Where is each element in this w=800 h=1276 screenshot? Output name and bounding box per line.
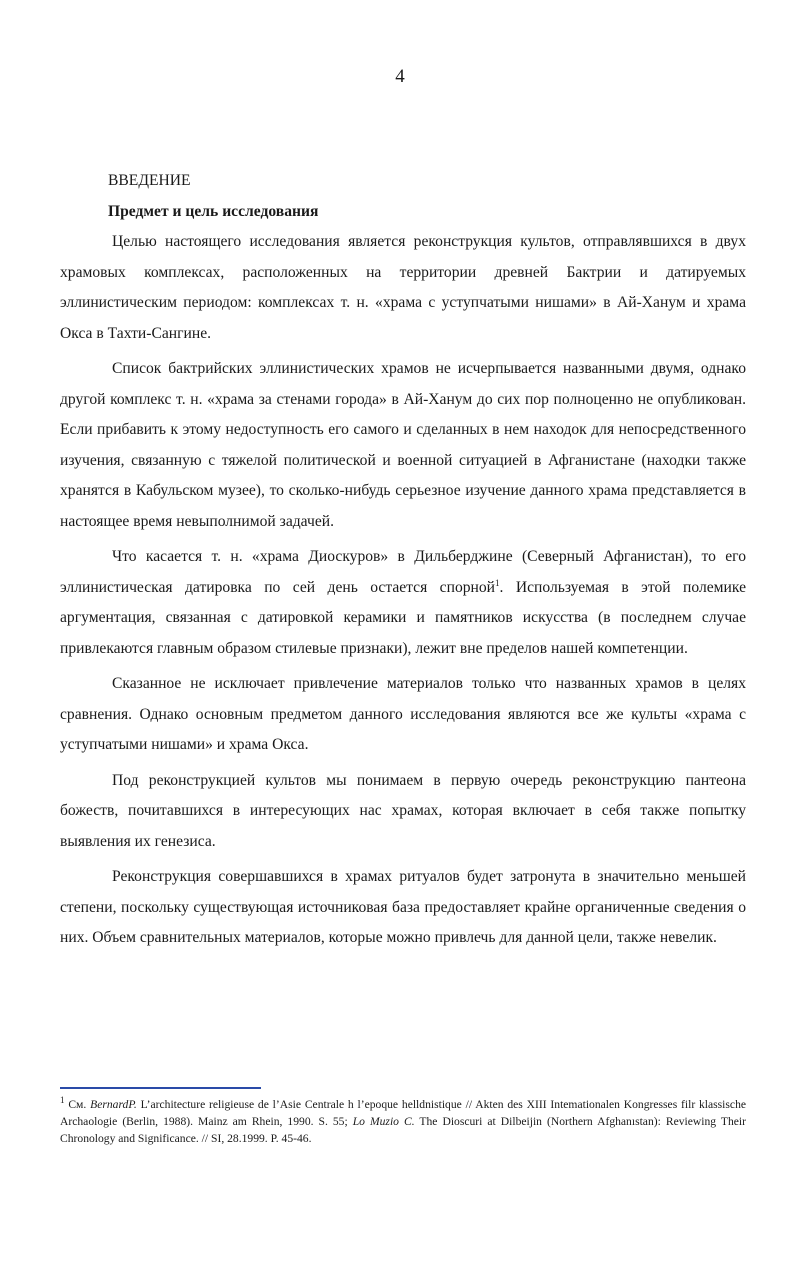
main-text bbox=[60, 166, 746, 959]
footnote-prefix: См. bbox=[64, 1098, 91, 1111]
paragraph-pantheon: Под реконструкцией культов мы понимаем в первую очередь реконструкцию пантеона божеств, почитавшихся в интересующих нас храмах, которая включает в себя также попытку выявления их генезиса. bbox=[60, 771, 746, 850]
footnote-citation: L’architecture religieuse de l’Asie Centrale h l’epoque helldnistique // Akten des XIII Intemationalen Kongresses filr klassische Archaologie (Berlin, 1988). Mainz am Rhein, 1990. S. 55; bbox=[60, 1098, 747, 1128]
paragraph-goal: Целью настоящего исследования является реконструкция культов, отправлявшихся в двух храмовых комплексах, расположенных на территории древней Бактрии и датируемых эллинистическим периодом: комплексах т. н. «храма с уступчатыми нишами» в Ай-Ханум и храма Окса в Тахти-Сангине. bbox=[60, 233, 746, 342]
footnote bbox=[60, 1096, 746, 1147]
section-title: ВВЕДЕНИЕ bbox=[108, 172, 191, 189]
footnote-citation: The Dioscuri at Dilbeijin (Northern Afghanıstan): Reviewing Their Chronology and Significance. // SI, 28.1999. P. 45-46. bbox=[60, 1115, 746, 1145]
paragraph-temple-list: Список бактрийских эллинистических храмов не исчерпывается названными двумя, однако другой комплекс т. н. «храма за стенами города» в Ай-Ханум до сих пор полноценно не опубликован. Если прибавить к этому недоступность его самого и сделанных в нем находок для непосредственного изучения, связанную с тяжелой политической и военной ситуацией в Афганистане (находки также хранятся в Кабульском музее), то сколько-нибудь серьезное изучение данного храма представляется в настоящее время невыполнимой задачей. bbox=[60, 360, 746, 530]
footnote-marker: 1 bbox=[60, 1095, 65, 1106]
subsection-title: Предмет и цель исследования bbox=[108, 202, 319, 220]
paragraph-dioscuri-text-cont: . Используемая в этой полемике аргументация, связанная с датировкой керамики и памятников искусства (в последнем случае привлекаются главным образом стилевые признаки), лежит вне пределов нашей компетенции. bbox=[60, 578, 746, 657]
footnote-reference[interactable]: 1 bbox=[495, 577, 500, 588]
footnote-author: Lo Muzio C. bbox=[352, 1115, 415, 1128]
footnote-author: BernardP. bbox=[90, 1098, 137, 1111]
paragraph-comparison: Сказанное не исключает привлечение материалов только что названных храмов в целях сравнения. Однако основным предметом данного исследования являются все же культы «храма с уступчатыми нишами» и храма Окса. bbox=[60, 675, 746, 753]
paragraph-rituals: Реконструкция совершавшихся в храмах ритуалов будет затронута в значительно меньшей степени, поскольку существующая источниковая база предоставляет крайне органиченные сведения о них. Объем сравнительных материалов, которые можно привлечь для данной цели, также невелик. bbox=[60, 868, 746, 946]
page-number: 4 bbox=[395, 66, 405, 87]
footnote-separator bbox=[60, 1087, 261, 1089]
paragraph-dioscuri bbox=[60, 542, 746, 664]
paragraph-dioscuri-text: Что касается т. н. «храма Диоскуров» в Дильберджине (Северный Афганистан), то его эллинистическая датировка по сей день остается спорной bbox=[60, 548, 746, 596]
